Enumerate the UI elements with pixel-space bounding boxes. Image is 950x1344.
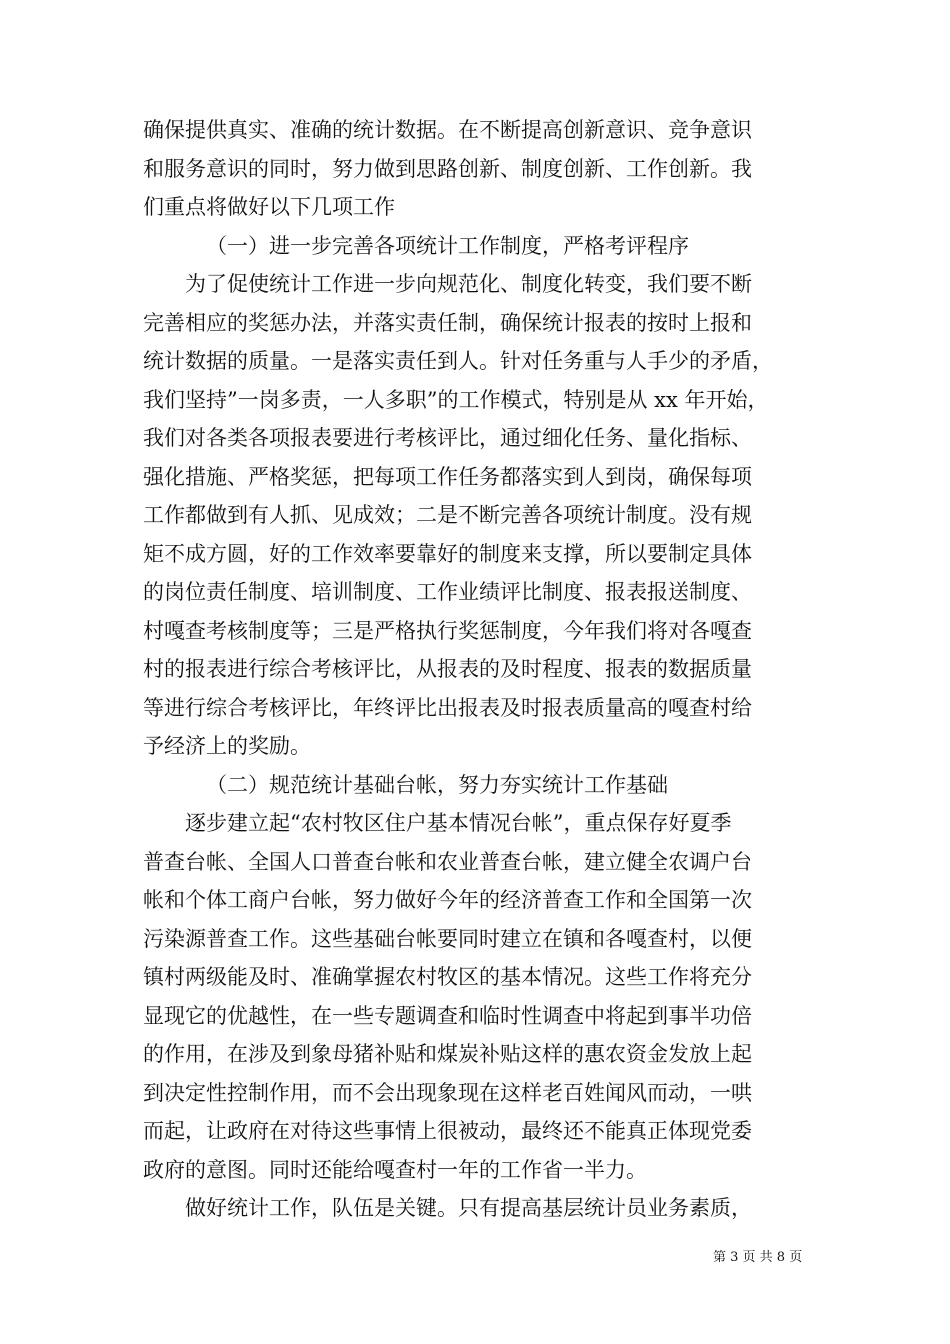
text-line: 而起，让政府在对待这些事情上很被动，最终还不能真正体现党委 [143, 1119, 752, 1143]
text-line: 为了促使统计工作进一步向规范化、制度化转变，我们要不断 [185, 272, 752, 296]
text-line: 镇村两级能及时、准确掌握农村牧区的基本情况。这些工作将充分 [143, 965, 752, 989]
text-line: 们重点将做好以下几项工作 [143, 195, 395, 219]
text-line: 等进行综合考核评比，年终评比出报表及时报表质量高的嘎查村给 [143, 695, 752, 720]
text-line: 我们坚持”一岗多责，一人多职”的工作模式，特别是从 xx 年开始， [143, 387, 769, 412]
text-line: 逐步建立起“农村牧区住户基本情况台帐”，重点保存好夏季 [185, 811, 732, 835]
section-heading: （一）进一步完善各项统计工作制度，严格考评程序 [206, 233, 689, 258]
text-line: 完善相应的奖惩办法，并落实责任制，确保统计报表的按时上报和 [143, 310, 752, 335]
text-line: 予经济上的奖励。 [143, 734, 311, 758]
text-line: 我们对各类各项报表要进行考核评比，通过细化任务、量化指标、 [143, 426, 752, 450]
text-line: 做好统计工作，队伍是关键。只有提高基层统计员业务素质， [185, 1196, 752, 1220]
document-body [143, 111, 823, 1228]
section-heading: （二）规范统计基础台帐，努力夯实统计工作基础 [206, 772, 668, 797]
text-line: 村的报表进行综合考核评比，从报表的及时程度、报表的数据质量 [143, 657, 752, 681]
text-line: 帐和个体工商户台帐，努力做好今年的经济普查工作和全国第一次 [143, 888, 752, 912]
text-line: 强化措施、严格奖惩，把每项工作任务都落实到人到岗，确保每项 [143, 464, 752, 489]
text-line: 到决定性控制作用，而不会出现象现在这样老百姓闻风而动，一哄 [143, 1080, 752, 1105]
text-line: 政府的意图。同时还能给嘎查村一年的工作省一半力。 [143, 1157, 647, 1182]
text-line: 统计数据的质量。一是落实责任到人。针对任务重与人手少的矛盾， [143, 349, 773, 373]
text-line: 和服务意识的同时，努力做到思路创新、制度创新、工作创新。我 [143, 156, 752, 181]
text-line: 矩不成方圆，好的工作效率要靠好的制度来支撑，所以要制定具体 [143, 541, 752, 566]
text-line: 的岗位责任制度、培训制度、工作业绩评比制度、报表报送制度、 [143, 580, 752, 604]
text-line: 的作用，在涉及到象母猪补贴和煤炭补贴这样的惠农资金发放上起 [143, 1042, 752, 1066]
text-line: 污染源普查工作。这些基础台帐要同时建立在镇和各嘎查村，以便 [143, 926, 752, 951]
text-line: 村嘎查考核制度等；三是严格执行奖惩制度，今年我们将对各嘎查 [143, 618, 752, 643]
text-line: 普查台帐、全国人口普查台帐和农业普查台帐，建立健全农调户台 [143, 849, 752, 874]
page-number: 第 3 页 共 8 页 [713, 1250, 803, 1265]
text-line: 工作都做到有人抓、见成效；二是不断完善各项统计制度。没有规 [143, 503, 752, 527]
text-line: 显现它的优越性，在一些专题调查和临时性调查中将起到事半功倍 [143, 1003, 752, 1028]
text-line: 确保提供真实、准确的统计数据。在不断提高创新意识、竞争意识 [143, 118, 752, 142]
